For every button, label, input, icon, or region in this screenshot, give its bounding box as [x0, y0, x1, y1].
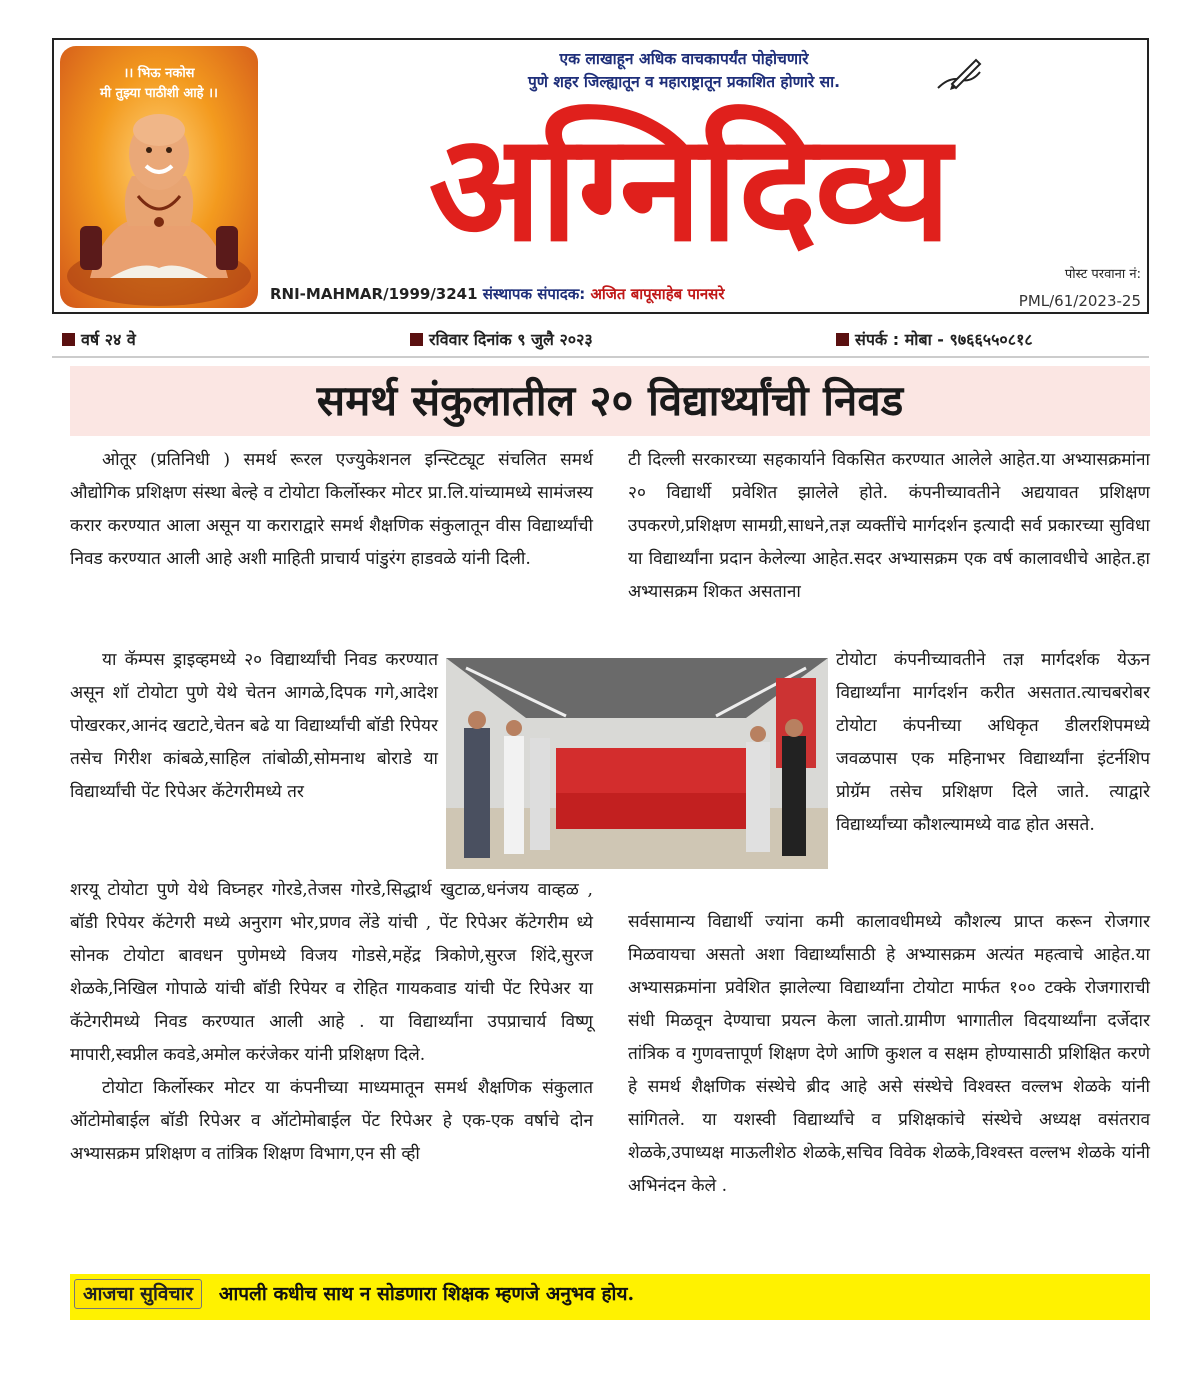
contact-info-text: संपर्क : मोबा - ९७६६५५०८१८: [855, 330, 1033, 349]
article-column-left-top: [70, 444, 593, 576]
square-bullet-icon: [410, 333, 423, 346]
article-photo: [446, 658, 828, 869]
tagline-line-1: एक लाखाहून अधिक वाचकापर्यंत पोहोचणारे: [559, 50, 809, 68]
contact-info: [836, 328, 1033, 350]
article-headline: समर्थ संकुलातील २० विद्यार्थ्यांची निवड: [70, 366, 1150, 436]
article-paragraph: शरयू टोयोटा पुणे येथे विघ्नहर गोरडे,तेजस गोरडे,सिद्धार्थ खुटाळ,धनंजय वाव्हळ , बॉडी रिपेयर कॅटेगरी मध्ये अनुराग भोर,प्रणव लेंडे यांची , पेंट रिपेअर कॅटेगरीम ध्ये सोनक टोयोटा बावधन पुणेमध्ये विजय गोडसे,महेंद्र त्रिकोणे,सुरज शिंदे,सुरज शेळके,निखिल गोपाळे यांची बॉडी रिपेयर व रोहित गायकवाड यांची पेंट रिपेअर या कॅटेगरीमध्ये निवड करण्यात आली आहे . या विद्यार्थ्यांना उपप्राचार्य विष्णू मापारी,स्वप्नील कवडे,अमोल करंजेकर यांनी प्रशिक्षण दिले.: [70, 880, 593, 1065]
masthead: [52, 38, 1149, 314]
editor-name: अजित बापूसाहेब पानसरे: [590, 285, 725, 303]
group-photo-illustration: [446, 658, 828, 869]
article-paragraph: टोयोटा कंपनीच्यावतीने तज्ञ मार्गदर्शक येऊन विद्यार्थ्यांना मार्गदर्शन करीत असतात.त्याचबरोबर टोयोटा कंपनीच्या अधिकृत डीलरशिपमध्ये जवळपास एक महिनाभर विद्यार्थ्यांना इंटर्नशिप प्रोग्रॅम तसेच प्रशिक्षण दिले जाते. त्याद्वारे विद्यार्थ्यांच्या कौशल्यामध्ये वाढ होत असते.: [836, 650, 1150, 835]
article-paragraph: सर्वसामान्य विद्यार्थी ज्यांना कमी कालावधीमध्ये कौशल्य प्राप्त करून रोजगार मिळवायचा असतो अशा विद्यार्थ्यांसाठी हे अभ्यासक्रम अत्यंत महत्वाचे आहेत.या अभ्यासक्रमांना प्रवेशित झालेल्या विद्यार्थ्यांना टोयोटा मार्फत १०० टक्के रोजगाराची संधी मिळवून देण्याचा प्रयत्न केला जातो.ग्रामीण भागातील विदयार्थ्यांना दर्जेदार तांत्रिक व गुणवत्तापूर्ण शिक्षण देणे आणि कुशल व सक्षम होण्यासाठी प्रशिक्षित करणे हे समर्थ शैक्षणिक संस्थेचे ब्रीद आहे असे संस्थेचे विश्वस्त वल्लभ शेळके यांनी सांगितले. या यशस्वी विद्यार्थ्यांचे व प्रशिक्षकांचे संस्थेचे अध्यक्ष वसंतराव शेळके,उपाध्यक्ष माऊलीशेठ शेळके,सचिव विवेक शेळके,विश्वस्त वल्लभ शेळके यांनी अभिनंदन केले .: [628, 912, 1150, 1196]
newspaper-title: अग्निदिव्य: [428, 100, 950, 274]
article-column-left-bottom: [70, 874, 593, 1171]
issue-date-text: रविवार दिनांक ९ जुलै २०२३: [429, 330, 593, 349]
article-paragraph: टोयोटा किर्लोस्कर मोटर या कंपनीच्या माध्यमातून समर्थ शैक्षणिक संकुलात ऑटोमोबाईल बॉडी रिपेअर व ऑटोमोबाईल पेंट रिपेअर हे एक-एक वर्षाचे दोन अभ्यासक्रम प्रशिक्षण व तांत्रिक शिक्षण विभाग,एन सी व्ही: [70, 1078, 593, 1164]
saint-portrait: [60, 46, 258, 308]
rni-line: [270, 284, 724, 304]
article-column-right-top: [628, 444, 1150, 609]
thought-of-the-day: [70, 1274, 1150, 1320]
editor-label: संस्थापक संपादक:: [482, 285, 586, 303]
square-bullet-icon: [836, 333, 849, 346]
post-license: [1019, 262, 1141, 314]
rni-number: RNI-MAHMAR/1999/3241: [270, 285, 478, 303]
thought-label: आजचा सुविचार: [74, 1279, 202, 1309]
info-bar: [52, 320, 1149, 358]
article-column-left-middle: [70, 644, 438, 809]
article-column-right-middle: [836, 644, 1150, 842]
article-paragraph: ओतूर (प्रतिनिधी ) समर्थ रूरल एज्युकेशनल इन्स्टिट्यूट संचलित समर्थ औद्योगिक प्रशिक्षण संस्था बेल्हे व टोयोटा किर्लोस्कर मोटर प्रा.लि.यांच्यामध्ये सामंजस्य करार करण्यात आला असून या कराराद्वारे समर्थ शैक्षणिक संकुलातून वीस विद्यार्थ्यांची निवड करण्यात आली आहे अशी माहिती प्राचार्य पांडुरंग हाडवळे यांनी दिली.: [70, 450, 593, 569]
issue-year: [62, 328, 136, 350]
issue-date: [410, 328, 593, 350]
square-bullet-icon: [62, 333, 75, 346]
portrait-caption: [60, 64, 258, 104]
portrait-caption-line-1: ।। भिऊ नकोस: [123, 66, 195, 81]
article-paragraph: या कॅम्पस ड्राइव्हमध्ये २० विद्यार्थ्यांची निवड करण्यात असून शॉ टोयोटा पुणे येथे चेतन आगळे,दिपक गगे,आदेश पोखरकर,आनंद खटाटे,चेतन बढे या विद्यार्थ्यांची बॉडी रिपेयर तसेच गिरीश कांबळे,साहिल तांबोळी,सोमनाथ बोराडे या विद्यार्थ्यांची पेंट रिपेअर कॅटेगरीमध्ये तर: [70, 650, 438, 802]
thought-text: आपली कधीच साथ न सोडणारा शिक्षक म्हणजे अनुभव होय.: [218, 1283, 635, 1305]
article-column-right-bottom: [628, 906, 1150, 1203]
masthead-tagline: [434, 48, 934, 94]
post-license-label: पोस्ट परवाना नं:: [1064, 267, 1141, 282]
portrait-caption-line-2: मी तुझ्या पाठीशी आहे ।।: [100, 86, 218, 101]
tagline-line-2: पुणे शहर जिल्ह्यातून व महाराष्ट्रातून प्रकाशित होणारे सा.: [527, 73, 841, 91]
issue-year-text: वर्ष २४ वे: [81, 330, 136, 349]
pen-icon: [932, 54, 984, 94]
article-paragraph: टी दिल्ली सरकारच्या सहकार्याने विकसित करण्यात आलेले आहेत.या अभ्यासक्रमांना २० विद्यार्थी प्रवेशित झालेले होते. कंपनीच्यावतीने अद्ययावत प्रशिक्षण उपकरणे,प्रशिक्षण सामग्री,साधने,तज्ञ व्यक्तींचे मार्गदर्शन इत्यादी सर्व प्रकारच्या सुविधा या विद्यार्थ्यांना प्रदान केलेल्या आहेत.सदर अभ्यासक्रम एक वर्ष कालावधीचे आहेत.हा अभ्यासक्रम शिकत असताना: [628, 450, 1150, 602]
post-license-number: PML/61/2023-25: [1018, 292, 1141, 310]
